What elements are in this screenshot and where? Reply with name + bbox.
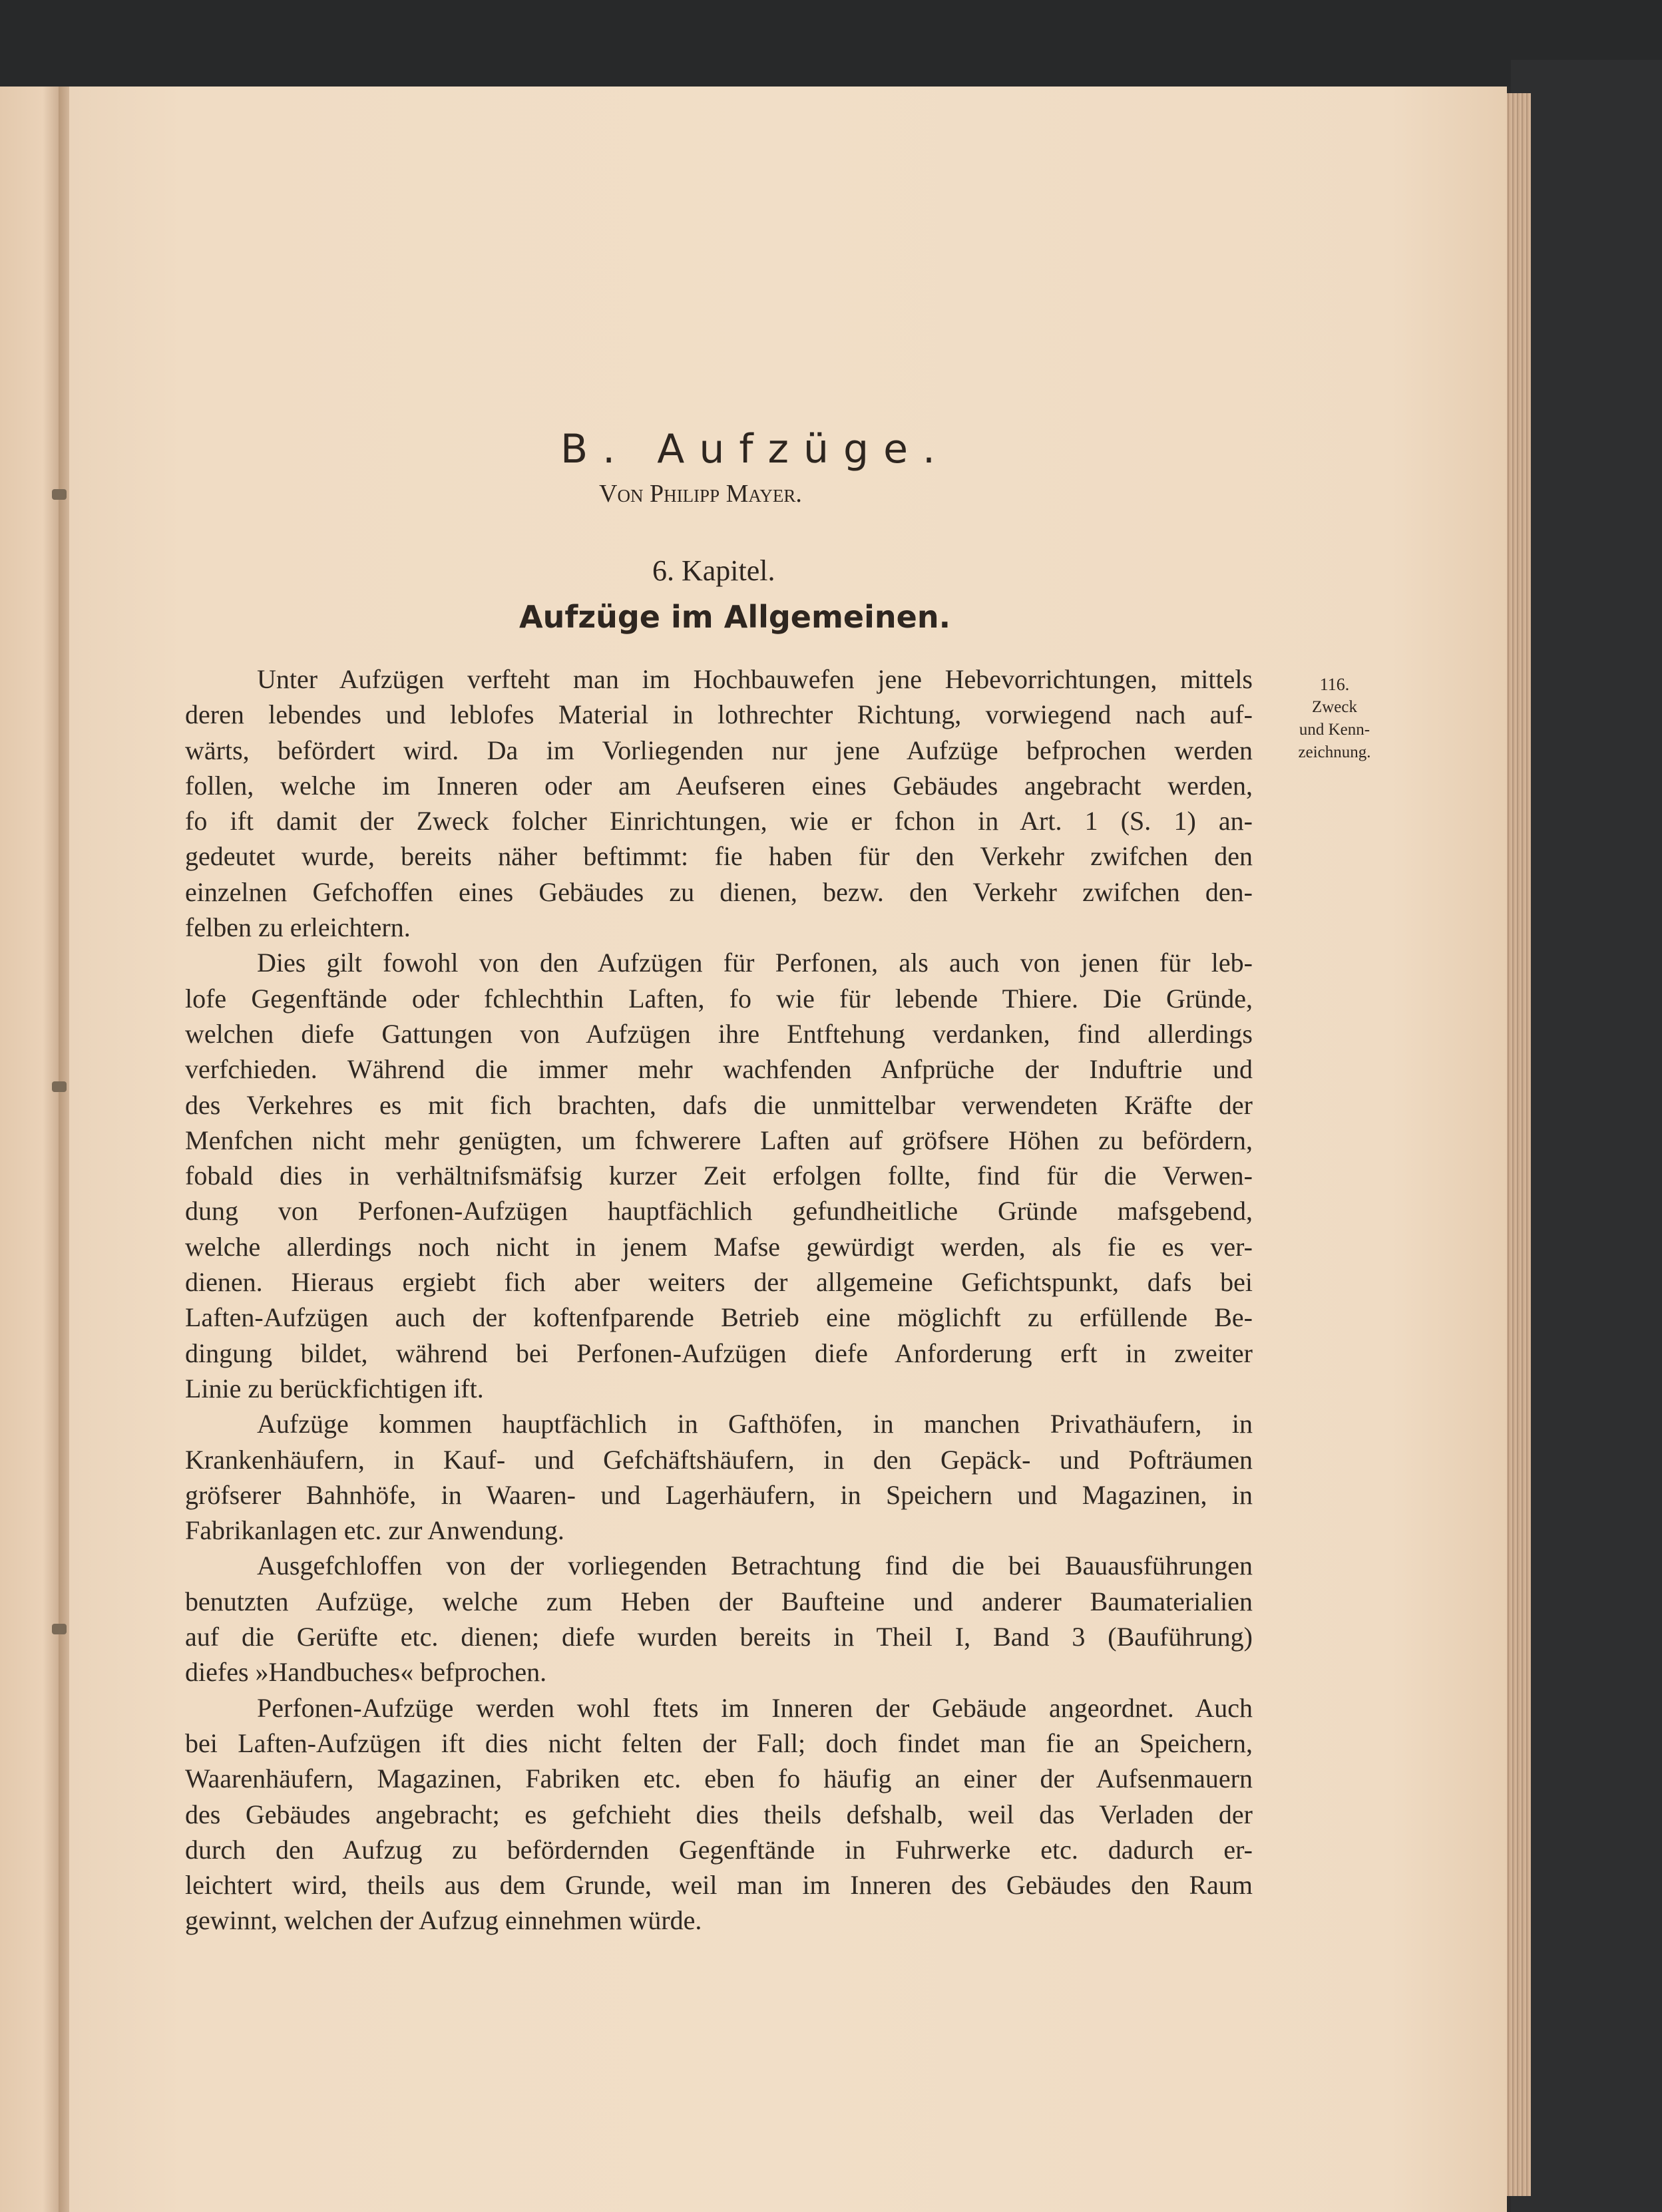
text-line: welchen diefe Gattungen von Aufzügen ihre Entftehung verdanken, find allerdings bbox=[185, 1018, 1253, 1049]
text-line: welche allerdings noch nicht in jenem Mafse gewürdigt werden, als fie es ver- bbox=[185, 1231, 1253, 1262]
text-line: follen, welche im Inneren oder am Aeufseren eines Gebäudes angebracht werden, bbox=[185, 770, 1253, 801]
text-line: wärts, befördert wird. Da im Vorliegenden nur jene Aufzüge befprochen werden bbox=[185, 735, 1253, 765]
binding-stitch bbox=[52, 489, 67, 500]
text-line: Aufzüge kommen hauptfächlich in Gafthöfen, in manchen Privathäufern, in bbox=[257, 1409, 1253, 1439]
author-line: Von Philipp Mayer. bbox=[599, 480, 802, 508]
margin-note-line: zeichnung. bbox=[1298, 743, 1371, 761]
text-line: diefes »Handbuches« befprochen. bbox=[185, 1657, 547, 1688]
margin-note-line: Zweck bbox=[1311, 698, 1358, 716]
book-cover-top bbox=[0, 0, 1662, 87]
text-line: dung von Perfonen-Aufzügen hauptfächlich gefundheitliche Gründe mafsgebend, bbox=[185, 1196, 1253, 1226]
text-line: des Verkehres es mit fich brachten, dafs die unmittelbar verwendeten Kräfte der bbox=[185, 1089, 1253, 1120]
text-line: Waarenhäufern, Magazinen, Fabriken etc. eben fo häufig an einer der Aufsenmauern bbox=[185, 1763, 1253, 1794]
text-line: Fabrikanlagen etc. zur Anwendung. bbox=[185, 1515, 564, 1546]
text-line: felben zu erleichtern. bbox=[185, 912, 411, 943]
text-line: des Gebäudes angebracht; es gefchieht dies theils defshalb, weil das Verladen der bbox=[185, 1799, 1253, 1829]
text-line: leichtert wird, theils aus dem Grunde, weil man im Inneren des Gebäudes den Raum bbox=[185, 1870, 1253, 1901]
left-page-edge bbox=[0, 87, 61, 2212]
text-line: Krankenhäufern, in Kauf- und Gefchäftshäufern, in den Gepäck- und Pofträumen bbox=[185, 1444, 1253, 1475]
text-line: lofe Gegenftände oder fchlechthin Laften, fo wie für lebende Thiere. Die Gründe, bbox=[185, 983, 1253, 1014]
text-line: benutzten Aufzüge, welche zum Heben der Baufteine und anderer Baumaterialien bbox=[185, 1586, 1253, 1616]
text-line: gedeutet wurde, bereits näher beftimmt: fie haben für den Verkehr zwifchen den bbox=[185, 841, 1253, 872]
text-line: fo ift damit der Zweck folcher Einrichtungen, wie er fchon in Art. 1 (S. 1) an- bbox=[185, 806, 1253, 836]
text-line: Laften-Aufzügen auch der koftenfparende Betrieb eine möglichft zu erfüllende Be- bbox=[185, 1302, 1253, 1333]
text-line: Linie zu berückfichtigen ift. bbox=[185, 1373, 484, 1403]
text-line: Menfchen nicht mehr genügten, um fchwerere Laften auf gröfsere Höhen zu befördern, bbox=[185, 1125, 1253, 1155]
text-line: bei Laften-Aufzügen ift dies nicht felten der Fall; doch findet man fie an Speichern, bbox=[185, 1728, 1253, 1758]
text-line: gröfserer Bahnhöfe, in Waaren- und Lagerhäufern, in Speichern und Magazinen, in bbox=[185, 1479, 1253, 1510]
text-line: dienen. Hieraus ergiebt fich aber weiters der allgemeine Gefichtspunkt, dafs bei bbox=[185, 1267, 1253, 1298]
margin-note bbox=[1268, 673, 1401, 764]
text-line: auf die Gerüfte etc. dienen; diefe wurden bereits in Theil I, Band 3 (Bauführung) bbox=[185, 1622, 1253, 1652]
text-line: Dies gilt fowohl von den Aufzügen für Perfonen, als auch von jenen für leb- bbox=[257, 948, 1253, 978]
text-line: gewinnt, welchen der Aufzug einnehmen würde. bbox=[185, 1905, 702, 1936]
binding-stitch bbox=[52, 1624, 67, 1634]
text-line: Unter Aufzügen verfteht man im Hochbauwefen jene Hebevorrichtungen, mittels bbox=[257, 664, 1253, 694]
text-line: Ausgefchloffen von der vorliegenden Betrachtung find die bei Bauausführungen bbox=[257, 1551, 1253, 1581]
text-line: dingung bildet, während bei Perfonen-Aufzügen diefe Anforderung erft in zweiter bbox=[185, 1338, 1253, 1368]
margin-note-number: 116. bbox=[1319, 675, 1350, 694]
text-line: einzelnen Gefchoffen eines Gebäudes zu dienen, bezw. den Verkehr zwifchen den- bbox=[185, 876, 1253, 907]
text-line: fobald dies in verhältnifsmäfsig kurzer Zeit erfolgen follte, find für die Verwen- bbox=[185, 1161, 1253, 1191]
book-cover-right bbox=[1511, 60, 1662, 2212]
body-text bbox=[185, 661, 1253, 1938]
text-line: verfchieden. Während die immer mehr wachfenden Anfprüche der Induftrie und bbox=[185, 1054, 1253, 1085]
text-line: Perfonen-Aufzüge werden wohl ftets im Inneren der Gebäude angeordnet. Auch bbox=[257, 1692, 1253, 1723]
text-line: durch den Aufzug zu befördernden Gegenftände in Fuhrwerke etc. dadurch er- bbox=[185, 1834, 1253, 1865]
text-line: deren lebendes und leblofes Material in lothrechter Richtung, vorwiegend nach auf- bbox=[185, 699, 1253, 730]
binding-stitch bbox=[52, 1081, 67, 1092]
chapter-number: 6. Kapitel. bbox=[652, 554, 775, 587]
margin-note-line: und Kenn- bbox=[1299, 721, 1370, 739]
section-heading: B. Aufzüge. bbox=[560, 426, 950, 472]
chapter-title: Aufzüge im Allgemeinen. bbox=[519, 599, 951, 635]
